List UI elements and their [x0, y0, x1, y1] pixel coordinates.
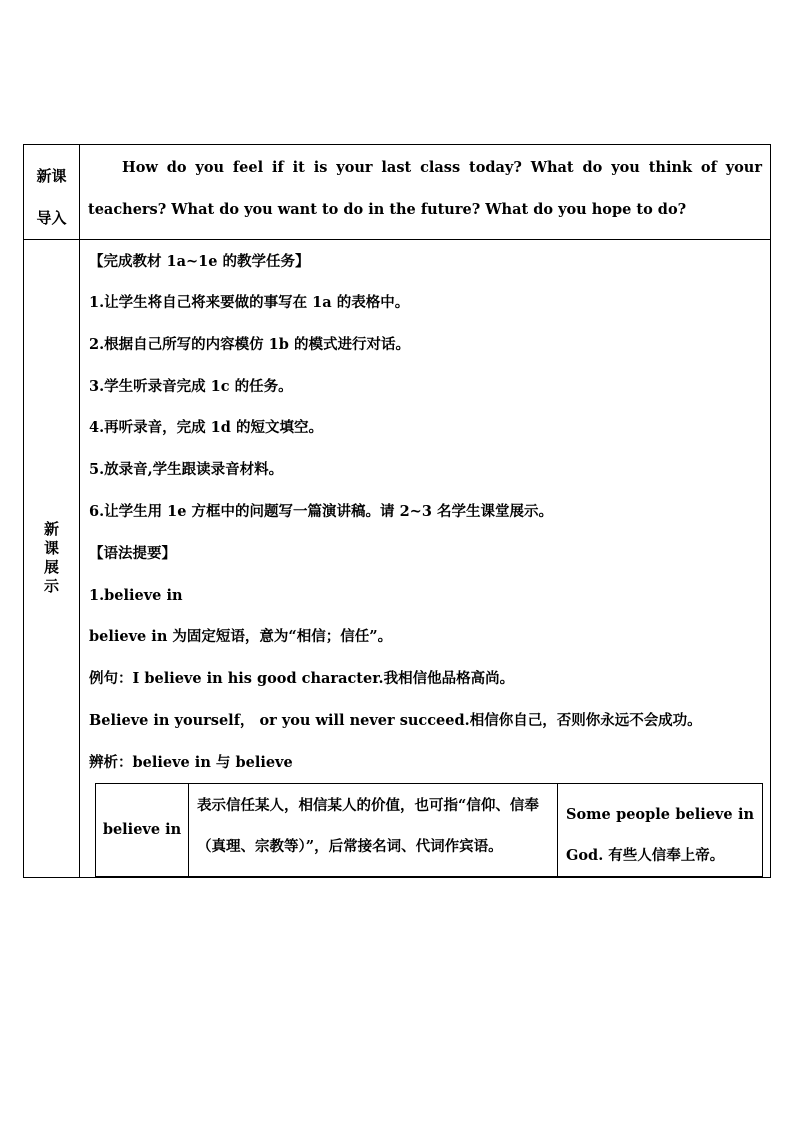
comparison-table — [95, 783, 763, 877]
intro-row — [24, 145, 771, 240]
task-item-1: 1.让学生将自己将来要做的事写在 1a 的表格中。 — [89, 294, 410, 311]
example-sentence-2: Believe in yourself， or you will never succeed.相信你自己，否则你永远不会成功。 — [89, 711, 702, 729]
grammar-heading: 【语法提要】 — [89, 544, 176, 562]
comparison-term: believe in — [96, 783, 189, 876]
comparison-heading: 辨析：believe in 与 believe — [89, 753, 293, 771]
lesson-plan-table — [23, 144, 771, 878]
intro-text-cell — [80, 145, 771, 240]
intro-label-text: 新课导入 — [36, 167, 67, 227]
task-item-3: 3.学生听录音完成 1c 的任务。 — [89, 377, 293, 395]
intro-label — [24, 145, 80, 240]
task-item-6: 6.让学生用 1e 方框中的问题写一篇演讲稿。请 2~3 名学生课堂展示。 — [89, 502, 553, 520]
intro-text: How do you feel if it is your last class today? What do you think of your teachers? What do you want to do in the future? What do you hope to do? — [88, 159, 762, 218]
show-label — [24, 240, 80, 878]
task-heading: 【完成教材 1a~1e 的教学任务】 — [89, 253, 310, 270]
grammar-definition: believe in 为固定短语，意为“相信；信任”。 — [89, 628, 393, 646]
comparison-meaning: 表示信任某人，相信某人的价值，也可指“信仰、信奉（真理、宗教等）”，后常接名词、代词作宾语。 — [189, 783, 558, 876]
example-sentence-1: 例句：I believe in his good character.我相信他品格高尚。 — [89, 670, 515, 688]
task-item-5: 5.放录音,学生跟读录音材料。 — [89, 461, 284, 479]
comparison-example: Some people believe in God. 有些人信奉上帝。 — [558, 783, 763, 876]
task-item-4: 4.再听录音，完成 1d 的短文填空。 — [89, 419, 323, 437]
show-row — [24, 240, 771, 878]
grammar-point-title: 1.believe in — [89, 586, 183, 604]
comparison-row — [96, 783, 763, 876]
task-item-2: 2.根据自己所写的内容模仿 1b 的模式进行对话。 — [89, 335, 410, 353]
show-content — [80, 240, 771, 878]
show-label-text: 新课展示 — [43, 520, 59, 596]
